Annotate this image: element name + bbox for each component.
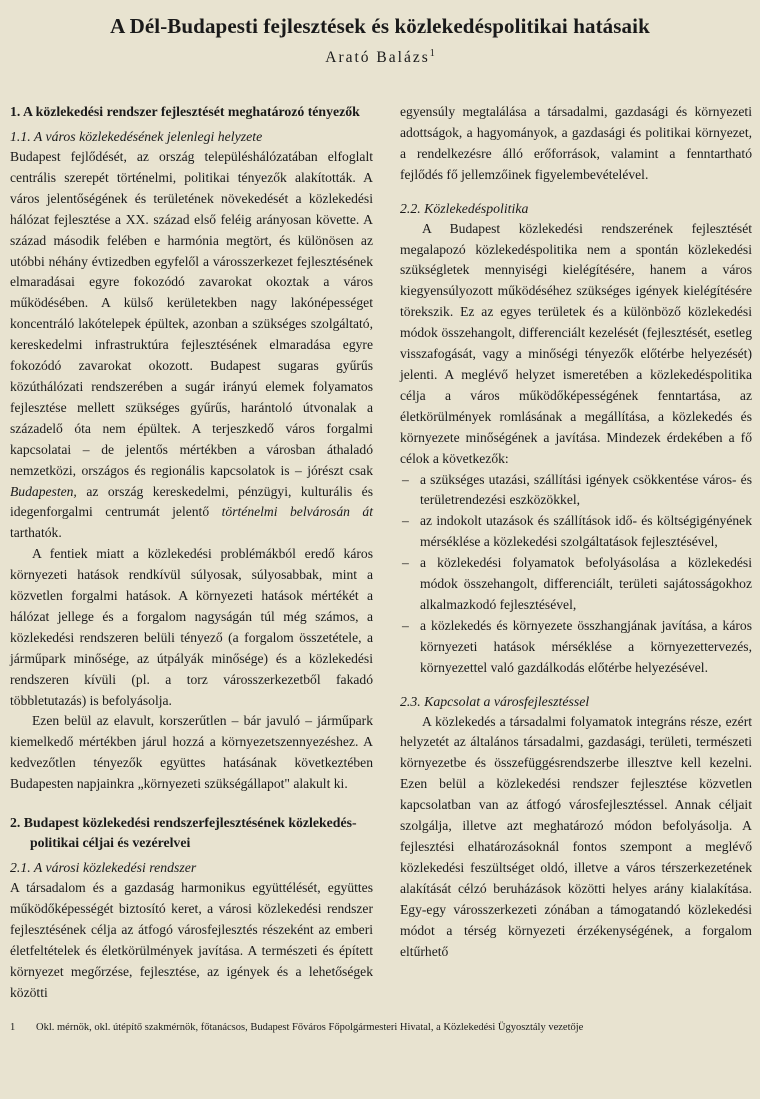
right-column xyxy=(400,102,752,962)
goal-item: – az indokolt utazások és szállítások idő- és költségigényének mérséklése a közlekedési szolgáltatások fejlesztésével, xyxy=(402,513,752,550)
dash-marker: – xyxy=(402,617,409,633)
dash-marker: – xyxy=(402,471,409,487)
footnote-marker: 1 xyxy=(429,48,435,59)
dash-marker: – xyxy=(402,555,409,571)
goal-item: – a közlekedés és környezete összhangjának javítása, a káros környezeti hatások mérséklése a környezettervezés, környezettel való gazdálkodás előtérbe helyezésével. xyxy=(402,617,752,675)
paragraph-6: A Budapest közlekedési rendszerének fejlesztését megalapozó közlekedéspolitika nem a spontán közlekedési szükségletek mennyiségi kielégítésére, hanem a város kiegyensúlyozott működéséhez szükséges igények kielégítésére törekszik. Ez az egyes területek és a különböző közlekedési módok összehangolt, differenciált kezelését (fejlesztését, esetleg visszafogását, vagy a minőségi tényezők előtérbe helyezését) jelenti. A meglévő helyzet ismeretében a közlekedéspolitika célja a város működőképességének fenntartása, az életkörülmények romlásának a megállítása, a közlekedés és környezete minőségének a javítása. Mindezek érdekében a fő célok a következők: xyxy=(400,220,752,466)
section-2-heading: 2. Budapest közlekedési rendszerfejlesztésének közlekedés-politikai céljai és vezérelvei xyxy=(10,815,357,851)
emphasis-budapest: Budapesten, xyxy=(10,483,77,499)
article-title: A Dél-Budapesti fejlesztések és közlekedéspolitikai hatásaik xyxy=(110,14,650,38)
paragraph-2: A fentiek miatt a közlekedési problémákból eredő káros környezeti hatások rendkívül súlyosak, súlyosabbak, mint a közvetlen forgalmi hatások. A környezeti hatások mértékét a hálózat jellege és a forgalom nagyságán túl még számos, a közlekedési rendszeren belüli tényező (a forgalom összetétele, a járműpark minősége, az útpályák minősége) és a közlekedési rendszeren kívüli (pl. a torz városszerkezetből fakadó többletutazás) is befolyásolja. xyxy=(10,546,373,708)
footnote-text: Okl. mérnök, okl. útépítő szakmérnök, főtanácsos, Budapest Főváros Főpolgármesteri Hivatal, a Közlekedési Ügyosztály vezetője xyxy=(36,1022,584,1033)
dash-marker: – xyxy=(402,513,409,529)
section-2-3-heading: 2.3. Kapcsolat a városfejlesztéssel xyxy=(400,693,590,709)
author-name: Arató Balázs xyxy=(325,49,430,67)
paragraph-7: A közlekedés a társadalmi folyamatok integráns része, ezért helyzetét az általános társadalmi, gazdasági, területi, természeti környezetbe és összefüggésrendszerbe illesztve kell kezelni. Ezen belül a közlekedési rendszer fejlesztése közvetlen kapcsolatban van az átfogó városfejlesztéssel. Annak céljait szolgálja, illetve azt meghatározó módon befolyásolja. A fejlesztési elhatározásoknál fontos szempont a meglévő közlekedési feszültséget oldó, illetve a város térszerkezetének alakítását célzó beruházások közötti helyes arány kialakítása. Egy-egy városszerkezeti zónában a támogatandó közlekedési módot a térség környezeti érzékenységének, a forgalom eltűrhető xyxy=(400,713,752,959)
paragraph-3: Ezen belül az elavult, korszerűtlen – bár javuló – járműpark kiemelkedő mértékben járul hozzá a környezetszennyezéshez. A kedvezőtlen tényezők együttes hatásának következtében Budapesten napjainkra „környezeti szükségállapot" alakult ki. xyxy=(10,713,373,792)
paragraph-4: A társadalom és a gazdaság harmonikus együttélését, együttes működőképességét biztosító keret, a városi közlekedési rendszer fejlesztésének célja az átfogó városfejlesztés részeként az emberi életfeltételek és életkörülmények javítása. A természeti és épített környezet megőrzése, fejlesztése, az igények és a lehetőségek közötti xyxy=(10,880,373,1000)
emphasis-historic-center: történelmi belvárosán át xyxy=(221,504,373,520)
goal-item: – a közlekedési folyamatok befolyásolása a közlekedési módok összehangolt, differenciált, területi sajátosságokhoz alkalmazkodó fejlesztésével, xyxy=(402,555,752,612)
author-line xyxy=(0,48,760,67)
footnote-number: 1 xyxy=(10,1022,16,1033)
goals-list xyxy=(400,470,752,679)
footnote xyxy=(10,1022,752,1033)
section-2-1-heading: 2.1. A városi közlekedési rendszer xyxy=(10,860,197,876)
goal-item: – a szükséges utazási, szállítási igények csökkentése város- és területrendezési eszközökkel, xyxy=(402,471,752,508)
paragraph-5: egyensúly megtalálása a társadalmi, gazdasági és környezeti adottságok, a hagyományok, a gazdasági és politikai környezet, a rendelkezésre álló erőforrások, valamint a fenntartható fejlődés fő jellemzőinek figyelembevételével. xyxy=(400,104,752,182)
left-column xyxy=(10,102,373,1004)
paragraph-1: Budapest fejlődését, az ország településhálózatában elfoglalt centrális szerepét történelmi, politikai tényezők alakították. A város jelentőségének és területének növekedését a közlekedési hálózat fejlesztése a XX. század első feléig arányosan követte. A század második felében e harmónia megtört, és különösen az utóbbi néhány évtizedben egyfelől a városszerkezet fejlesztésének elmaradásai egyre fokozódó zavarokat okoztak a város működésében. A külső kerületekben nagy lakónépességet koncentráló lakótelepek épültek, azonban a szükséges szolgáltató, kereskedelmi infrastruktúra fejlesztésének elmaradása egyre fokozódó zavarokat okozott. Budapest sugaras gyűrűs közúthálózati rendszerében a sugár irányú elemek folyamatos fejlesztése mellett szükséges gyűrűs, harántoló útvonalak a századelő óta nem épültek. A terjeszkedő város forgalmi kapcsolatai – de jelentős mértékben a városban áthaladó nemzetközi, országos és regionális kapcsolatok is – jórészt csak Budapesten, az ország kereskedelmi, pénzügyi, kulturális és idegenforgalmi centrumát jelentő történelmi belvárosán át tarthatók. xyxy=(10,149,373,541)
section-1-1-heading: 1.1. A város közlekedésének jelenlegi helyzete xyxy=(10,129,263,144)
section-2-2-heading: 2.2. Közlekedéspolitika xyxy=(400,200,529,216)
section-1-heading: 1. A közlekedési rendszer fejlesztését meghatározó tényezők xyxy=(10,104,360,119)
